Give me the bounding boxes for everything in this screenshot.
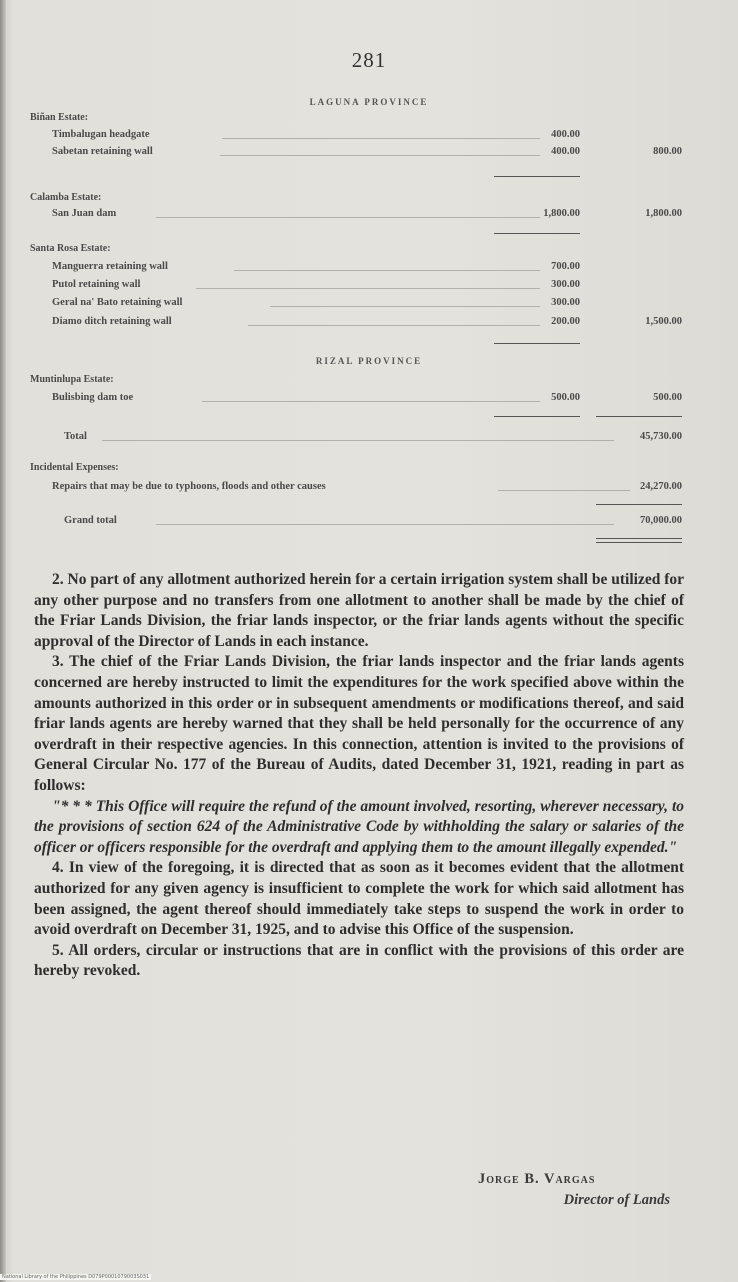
incidental-expenses-title: Incidental Expenses: xyxy=(30,462,119,473)
total-amount: 45,730.00 xyxy=(640,431,682,442)
body-text xyxy=(34,570,684,982)
table-row xyxy=(52,129,692,143)
dot-leader xyxy=(196,288,540,289)
binan-estate-title: Biñan Estate: xyxy=(30,112,89,123)
grand-total-row xyxy=(64,515,692,529)
item-amount: 300.00 xyxy=(551,297,580,308)
estate-subtotal: 1,800.00 xyxy=(645,208,682,219)
dot-leader xyxy=(248,325,540,326)
table-row xyxy=(52,146,692,160)
dot-leader xyxy=(498,490,630,491)
signatory-name: Jorge B. Vargas xyxy=(478,1171,596,1187)
estate-subtotal: 500.00 xyxy=(653,392,682,403)
double-rule-top xyxy=(596,538,682,539)
subtotal-rule xyxy=(494,416,580,417)
quoted-circular: "* * * This Office will require the refund of the amount involved, resorting, wherever necessary, to the provisions of section 624 of the Administrative Code by withholding the salary or salaries of the officer or officers responsible for the overdraft and applying them to the amount illegally expended." xyxy=(34,797,684,856)
item-label: Repairs that may be due to typhoons, floods and other causes xyxy=(52,481,326,492)
item-amount: 700.00 xyxy=(551,261,580,272)
page-number: 281 xyxy=(351,48,387,72)
paragraph-2: 2. No part of any allotment authorized herein for a certain irrigation system shall be utilized for any other purpose and no transfers from one allotment to another shall be made by the chief of the Friar Lands Division, the friar lands inspector, or the friar lands agents without the specific approval of the Director of Lands in each instance. xyxy=(34,571,684,650)
item-amount: 500.00 xyxy=(551,392,580,403)
item-label: Bulisbing dam toe xyxy=(52,392,134,403)
subtotal-rule xyxy=(596,416,682,417)
dot-leader xyxy=(222,138,540,139)
signatory-title: Director of Lands xyxy=(563,1192,670,1208)
item-label: Sabetan retaining wall xyxy=(52,146,153,157)
incidental-amount: 24,270.00 xyxy=(640,481,682,492)
signature-block xyxy=(470,1171,690,1209)
table-row xyxy=(52,316,692,330)
grand-total-label: Grand total xyxy=(64,515,117,526)
item-label: Manguerra retaining wall xyxy=(52,261,168,272)
item-label: Timbalugan headgate xyxy=(52,129,150,140)
book-spine-shadow xyxy=(0,0,6,1282)
total-row xyxy=(64,431,692,445)
table-row xyxy=(52,261,692,275)
item-label: Diamo ditch retaining wall xyxy=(52,316,172,327)
subtotal-rule xyxy=(494,176,580,177)
item-amount: 400.00 xyxy=(551,129,580,140)
table-row xyxy=(52,481,692,495)
dot-leader xyxy=(234,270,540,271)
item-label: Geral na' Bato retaining wall xyxy=(52,297,183,308)
laguna-province-heading: LAGUNA PROVINCE xyxy=(309,97,429,107)
dot-leader xyxy=(220,155,540,156)
subtotal-rule xyxy=(596,504,682,505)
estate-subtotal: 800.00 xyxy=(653,146,682,157)
dot-leader xyxy=(156,217,540,218)
double-rule-bottom xyxy=(596,542,682,543)
item-label: Putol retaining wall xyxy=(52,279,141,290)
subtotal-rule xyxy=(494,233,580,234)
table-row xyxy=(52,297,692,311)
item-label: San Juan dam xyxy=(52,208,117,219)
item-amount: 300.00 xyxy=(551,279,580,290)
rizal-province-heading: RIZAL PROVINCE xyxy=(315,356,423,366)
dot-leader xyxy=(156,524,614,525)
archive-footer-stamp: National Library of the Philippines D079P0001079003S031 xyxy=(2,1274,150,1280)
paragraph-5: 5. All orders, circular or instructions that are in conflict with the provisions of this order are hereby revoked. xyxy=(34,941,684,980)
paragraph-3: 3. The chief of the Friar Lands Division, the friar lands inspector and the friar lands agents concerned are hereby instructed to limit the expenditures for the work specified above within the amounts authorized in this order or in subsequent amendments or modifications thereof, and said friar lands agents are hereby warned that they shall be held personally for the occurrence of any overdraft in their respective agencies. In this connection, attention is invited to the provisions of General Circular No. 177 of the Bureau of Audits, dated December 31, 1921, reading in part as follows: xyxy=(34,653,684,794)
subtotal-rule xyxy=(494,343,580,344)
dot-leader xyxy=(102,440,614,441)
table-row xyxy=(52,208,692,222)
estate-subtotal: 1,500.00 xyxy=(645,316,682,327)
dot-leader xyxy=(270,306,540,307)
item-amount: 1,800.00 xyxy=(543,208,580,219)
total-label: Total xyxy=(64,431,87,442)
grand-total-amount: 70,000.00 xyxy=(640,515,682,526)
calamba-estate-title: Calamba Estate: xyxy=(30,192,102,203)
muntinlupa-estate-title: Muntinlupa Estate: xyxy=(30,374,114,385)
table-row xyxy=(52,279,692,293)
dot-leader xyxy=(202,401,540,402)
item-amount: 400.00 xyxy=(551,146,580,157)
table-row xyxy=(52,392,692,406)
item-amount: 200.00 xyxy=(551,316,580,327)
paragraph-4: 4. In view of the foregoing, it is directed that as soon as it becomes evident that the allotment authorized for any given agency is insufficient to complete the work for which said allotment has been assigned, the agent thereof should immediately take steps to suspend the work in order to avoid overdraft on December 31, 1925, and to advise this Office of the suspension. xyxy=(34,859,684,939)
santa-rosa-estate-title: Santa Rosa Estate: xyxy=(30,243,111,254)
